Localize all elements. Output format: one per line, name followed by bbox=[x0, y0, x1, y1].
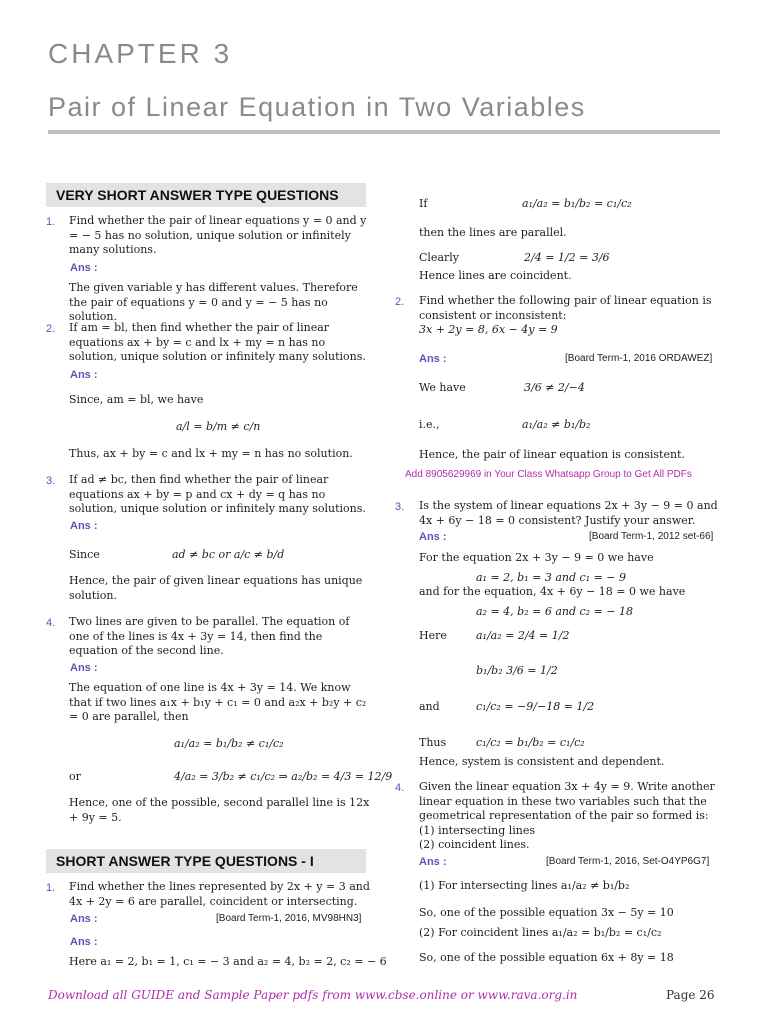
question-number: 3. bbox=[46, 475, 56, 487]
equation: a₁/a₂ = 2/4 = 1/2 bbox=[476, 629, 570, 642]
answer-label: Ans : bbox=[70, 262, 98, 274]
question-number: 2. bbox=[46, 323, 56, 335]
answer-text: The given variable y has different values. Therefore the pair of equations y = 0 and y = − 5 has no solution. bbox=[69, 281, 358, 323]
answer-text: then the lines are parallel. bbox=[419, 226, 567, 239]
answer-label: Ans : bbox=[70, 369, 98, 381]
equation: a₁ = 2, b₁ = 3 and c₁ = − 9 bbox=[476, 571, 626, 584]
promo-banner: Add 8905629969 in Your Class Whatsapp Group to Get All PDFs bbox=[405, 469, 692, 480]
chapter-label: CHAPTER 3 bbox=[48, 38, 233, 69]
answer-text: So, one of the possible equation 6x + 8y = 18 bbox=[419, 951, 674, 964]
page-title: Pair of Linear Equation in Two Variables bbox=[48, 92, 586, 122]
answer-text: Clearly bbox=[419, 251, 459, 264]
answer-label: Ans : bbox=[70, 936, 98, 948]
answer-text: We have bbox=[419, 381, 466, 394]
board-reference: [Board Term-1, 2016, MV98HN3] bbox=[216, 913, 362, 924]
board-reference: [Board Term-1, 2016 ORDAWEZ] bbox=[565, 353, 713, 364]
question-text: Is the system of linear equations 2x + 3y − 9 = 0 and 4x + 6y − 18 = 0 consistent? Justify your answer. bbox=[419, 499, 718, 527]
question-text: If am = bl, then find whether the pair of linear equations ax + by = c and lx + my = n has no solution, unique solution or infinitely many solutions. bbox=[69, 321, 366, 363]
answer-text: Hence, the pair of linear equation is consistent. bbox=[419, 448, 685, 461]
question-option: (1) intersecting lines bbox=[419, 824, 536, 837]
answer-label: Ans : bbox=[70, 913, 98, 925]
equation: ad ≠ bc or a/c ≠ b/d bbox=[172, 548, 285, 561]
answer-text: So, one of the possible equation 3x − 5y = 10 bbox=[419, 906, 674, 919]
answer-text: or bbox=[69, 770, 81, 783]
equation: a₁/a₂ ≠ b₁/b₂ bbox=[522, 418, 591, 431]
question-text: Given the linear equation 3x + 4y = 9. Write another linear equation in these two variables such that the geometrical representation of the pair so formed is: bbox=[419, 780, 715, 822]
answer-text: Since bbox=[69, 548, 100, 561]
answer-label: Ans : bbox=[70, 520, 98, 532]
answer-text: Hence lines are coincident. bbox=[419, 269, 572, 282]
answer-label: Ans : bbox=[419, 856, 447, 868]
answer-text: Here bbox=[419, 629, 447, 642]
answer-text: For the equation 2x + 3y − 9 = 0 we have bbox=[419, 551, 654, 564]
answer-text: Hence, the pair of given linear equations has unique solution. bbox=[69, 574, 363, 602]
answer-text: The equation of one line is 4x + 3y = 14. We know that if two lines a₁x + b₁y + c₁ = 0 and a₂x + b₂y + c₂ = 0 are parallel, then bbox=[69, 681, 367, 723]
equation: a/l = b/m ≠ c/n bbox=[176, 420, 261, 433]
answer-text: and bbox=[419, 700, 440, 713]
footer-download-link[interactable]: Download all GUIDE and Sample Paper pdfs from www.cbse.online or www.rava.org.in bbox=[48, 988, 578, 1002]
question-text: Find whether the lines represented by 2x + y = 3 and 4x + 2y = 6 are parallel, coincident or intersecting. bbox=[69, 880, 370, 908]
equation: 4/a₂ = 3/b₂ ≠ c₁/c₂ ⇒ a₂/b₂ = 4/3 = 12/9 bbox=[174, 770, 393, 783]
section-short: SHORT ANSWER TYPE QUESTIONS - I bbox=[46, 849, 366, 873]
answer-text: Thus, ax + by = c and lx + my = n has no solution. bbox=[69, 447, 353, 460]
equation: c₁/c₂ = b₁/b₂ = c₁/c₂ bbox=[476, 736, 585, 749]
equation: c₁/c₂ = −9/−18 = 1/2 bbox=[476, 700, 595, 713]
answer-label: Ans : bbox=[419, 531, 447, 543]
question-number: 1. bbox=[46, 216, 56, 228]
answer-text: (1) For intersecting lines a₁/a₂ ≠ b₁/b₂ bbox=[419, 879, 630, 892]
answer-text: If bbox=[419, 197, 428, 210]
question-number: 1. bbox=[46, 882, 56, 894]
equation: b₁/b₂ 3/6 = 1/2 bbox=[476, 664, 558, 677]
equation: a₂ = 4, b₂ = 6 and c₂ = − 18 bbox=[476, 605, 633, 618]
equation: 3/6 ≠ 2/−4 bbox=[524, 381, 585, 394]
answer-text: (2) For coincident lines a₁/a₂ = b₁/b₂ = c₁/c₂ bbox=[419, 926, 662, 939]
equation: a₁/a₂ = b₁/b₂ = c₁/c₂ bbox=[522, 197, 632, 210]
question-number: 3. bbox=[395, 501, 405, 513]
board-reference: [Board Term-1, 2016, Set-O4YP6G7] bbox=[546, 856, 710, 867]
title-divider bbox=[48, 130, 720, 134]
question-number: 4. bbox=[395, 782, 405, 794]
question-option: (2) coincident lines. bbox=[419, 838, 530, 851]
section-very-short: VERY SHORT ANSWER TYPE QUESTIONS bbox=[46, 183, 366, 207]
answer-text: Here a₁ = 2, b₁ = 1, c₁ = − 3 and a₂ = 4, b₂ = 2, c₂ = − 6 bbox=[69, 955, 387, 968]
answer-text: Hence, one of the possible, second parallel line is 12x + 9y = 5. bbox=[69, 796, 370, 824]
equation: a₁/a₂ = b₁/b₂ ≠ c₁/c₂ bbox=[174, 737, 284, 750]
answer-text: Thus bbox=[419, 736, 447, 749]
question-text: If ad ≠ bc, then find whether the pair of linear equations ax + by = p and cx + dy = q has no solution, unique solution or infinitely many solutions. bbox=[69, 473, 366, 515]
board-reference: [Board Term-1, 2012 set-66] bbox=[589, 531, 714, 542]
question-number: 4. bbox=[46, 617, 56, 629]
answer-label: Ans : bbox=[419, 353, 447, 365]
question-text: Find whether the pair of linear equations y = 0 and y = − 5 has no solution, unique solution or infinitely many solutions. bbox=[69, 214, 367, 256]
answer-text: Since, am = bl, we have bbox=[69, 393, 204, 406]
equation: 3x + 2y = 8, 6x − 4y = 9 bbox=[419, 323, 558, 336]
answer-text: and for the equation, 4x + 6y − 18 = 0 we have bbox=[419, 585, 686, 598]
answer-text: Hence, system is consistent and dependent. bbox=[419, 755, 665, 768]
answer-text: i.e., bbox=[419, 418, 440, 431]
equation: 2/4 = 1/2 = 3/6 bbox=[524, 251, 610, 264]
question-text: Find whether the following pair of linear equation is consistent or inconsistent: bbox=[419, 294, 712, 322]
question-number: 2. bbox=[395, 296, 405, 308]
question-text: Two lines are given to be parallel. The equation of one of the lines is 4x + 3y = 14, then find the equation of the second line. bbox=[69, 615, 350, 657]
page-number: Page 26 bbox=[666, 988, 715, 1002]
answer-label: Ans : bbox=[70, 662, 98, 674]
